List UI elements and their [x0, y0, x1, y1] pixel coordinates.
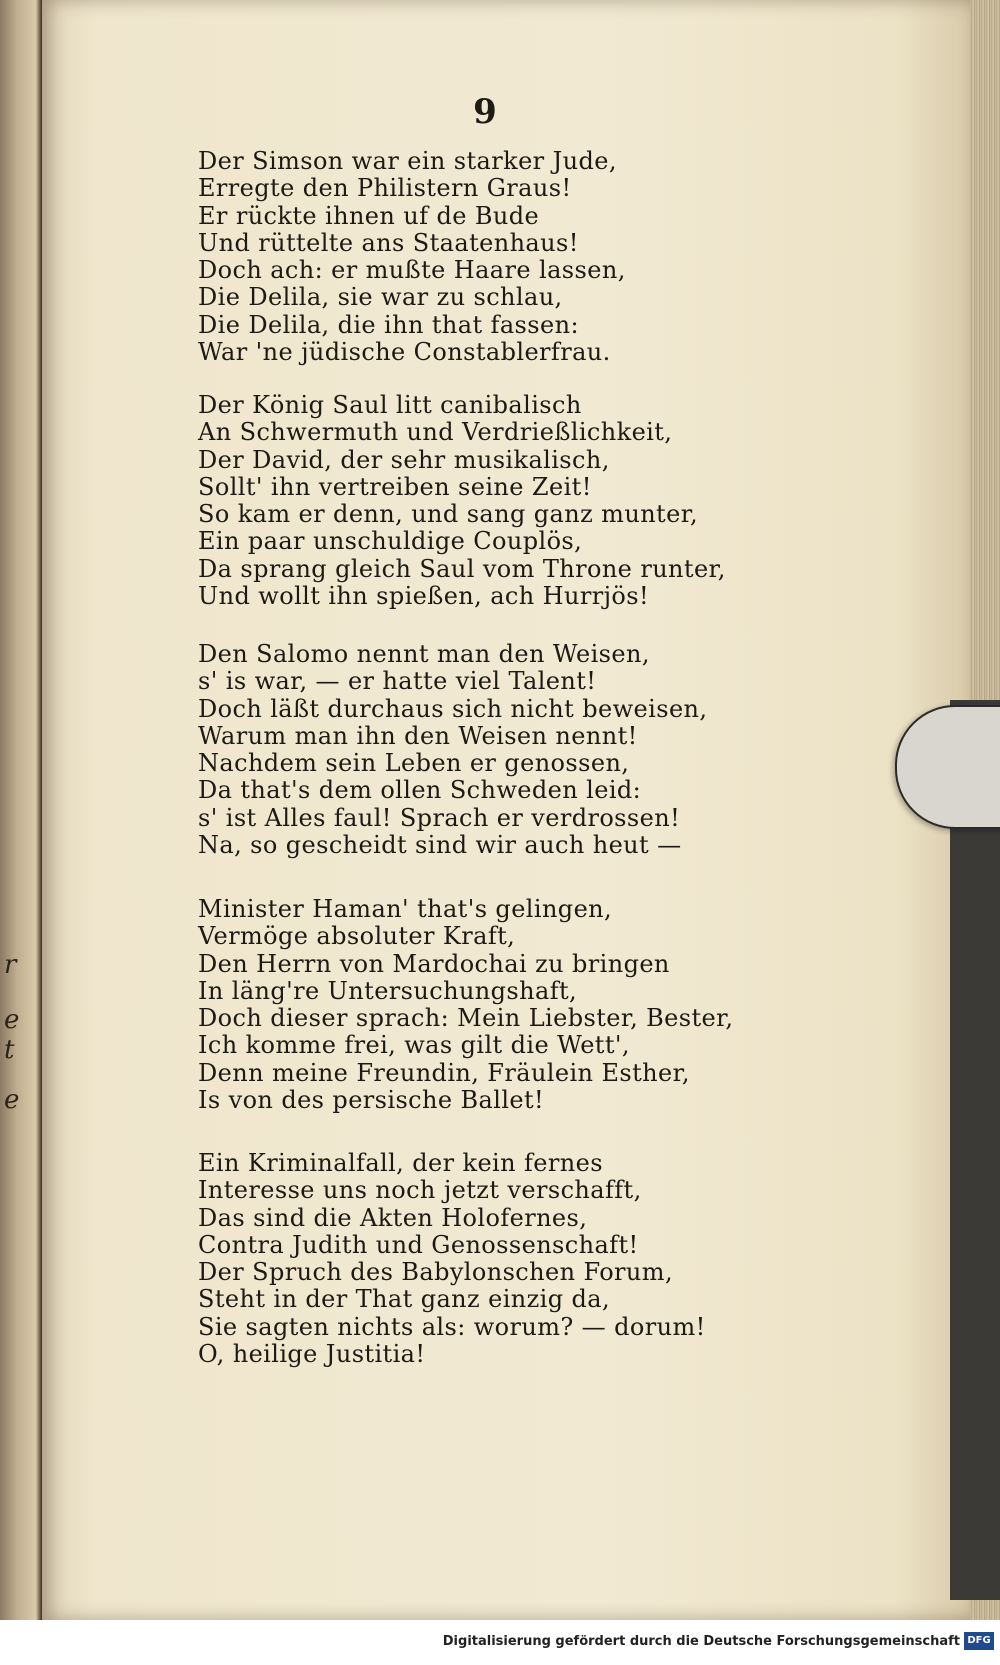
margin-fragment: e [4, 1005, 20, 1035]
verse-line: War 'ne jüdische Constablerfrau. [198, 338, 611, 367]
verse-line: Minister Haman' that's gelingen, [198, 895, 613, 923]
margin-fragment: e [4, 1085, 20, 1115]
verse-line: Contra Judith und Genossenschaft! [198, 1230, 639, 1259]
verse-line: Den Salomo nennt man den Weisen, [198, 640, 650, 668]
stanza [198, 641, 918, 859]
verse-line: Doch dieser sprach: Mein Liebster, Bester, [198, 1004, 734, 1033]
stanza [198, 148, 918, 366]
scanner-rail [950, 700, 1000, 1600]
verse-line: Vermöge absoluter Kraft, [198, 922, 516, 951]
verse-line: Ich komme frei, was gilt die Wett', [198, 1031, 630, 1060]
verse-line: In läng're Untersuchungshaft, [198, 976, 578, 1005]
verse-line: Sie sagten nichts als: worum? — dorum! [198, 1312, 706, 1341]
stanza [198, 896, 918, 1114]
verse-line: An Schwermuth und Verdrießlichkeit, [198, 418, 673, 447]
adjacent-page-edge [0, 0, 42, 1665]
verse-line: Da sprang gleich Saul vom Throne runter, [198, 554, 726, 583]
verse-line: Da that's dem ollen Schweden leid: [198, 776, 642, 805]
verse-line: Und wollt ihn spießen, ach Hurrjös! [198, 582, 650, 611]
verse-line: Das sind die Akten Holofernes, [198, 1203, 588, 1232]
verse-line: Und rüttelte ans Staatenhaus! [198, 228, 579, 257]
verse-line: Den Herrn von Mardochai zu bringen [198, 949, 670, 978]
stanza [198, 392, 918, 610]
verse-line: Warum man ihn den Weisen nennt! [198, 721, 638, 750]
verse-line: O, heilige Justitia! [198, 1340, 426, 1369]
verse-line: Die Delila, die ihn that fassen: [198, 310, 579, 339]
margin-fragment: t [4, 1035, 15, 1065]
verse-line: Interesse uns noch jetzt verschafft, [198, 1176, 642, 1205]
verse-line: Der Spruch des Babylonschen Forum, [198, 1258, 673, 1287]
verse-line: Sollt' ihn vertreiben seine Zeit! [198, 472, 592, 501]
verse-line: s' ist Alles faul! Sprach er verdrossen! [198, 803, 681, 832]
dfg-logo: DFG [964, 1632, 994, 1650]
footer-credit: Digitalisierung gefördert durch die Deutsche Forschungsgemeinschaft [442, 1634, 960, 1649]
verse-line: Denn meine Freundin, Fräulein Esther, [198, 1058, 690, 1087]
verse-line: Na, so gescheidt sind wir auch heut — [198, 831, 682, 860]
verse-line: s' is war, — er hatte viel Talent! [198, 667, 597, 696]
verse-line: Der Simson war ein starker Jude, [198, 147, 617, 175]
verse-line: Er rückte ihnen uf de Bude [198, 201, 540, 230]
verse-line: Der David, der sehr musikalisch, [198, 445, 610, 474]
verse-line: Nachdem sein Leben er genossen, [198, 749, 630, 778]
verse-line: Der König Saul litt canibalisch [198, 391, 582, 419]
verse-line: Doch läßt durchaus sich nicht beweisen, [198, 694, 708, 723]
verse-line: Is von des persische Ballet! [198, 1086, 545, 1115]
verse-line: Steht in der That ganz einzig da, [198, 1285, 611, 1314]
verse-line: Doch ach: er mußte Haare lassen, [198, 256, 626, 285]
margin-fragment: r [4, 950, 17, 980]
verse-line: Ein paar unschuldige Couplös, [198, 527, 583, 556]
verse-line: So kam er denn, und sang ganz munter, [198, 500, 698, 529]
page-number: 9 [473, 92, 497, 132]
verse-line: Die Delila, sie war zu schlau, [198, 283, 563, 312]
verse-line: Ein Kriminalfall, der kein fernes [198, 1149, 603, 1177]
stanza [198, 1150, 918, 1368]
verse-line: Erregte den Philistern Graus! [198, 174, 572, 203]
footer-bar [0, 1620, 1000, 1665]
